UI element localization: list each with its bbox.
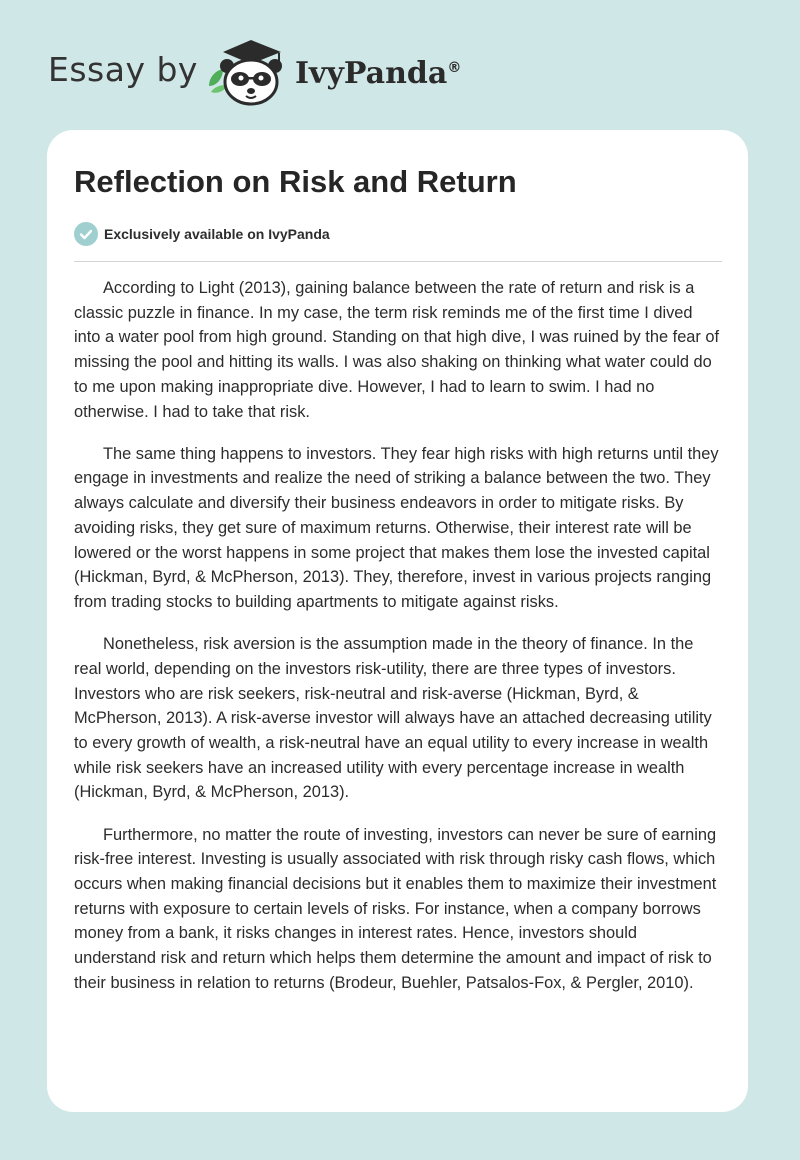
badge-label: Exclusively available on IvyPanda [104,226,330,242]
site-header [48,36,548,116]
brand-label: IvyPanda [295,56,448,91]
essay-card [47,130,748,1112]
divider [74,261,722,262]
paragraph: Furthermore, no matter the route of investing, investors can never be sure of earning risk-free interest. Investing is usually associated with risk through risky cash flows, which occurs when making financial decisions but it enables them to maximize their investment returns with exposure to certain levels of risks. For instance, when a company borrows money from a bank, it risks changes in interest rates. Hence, investors should understand risk and return which helps them determine the amount and impact of risk to their business in relation to returns (Brodeur, Buehler, Patsalos-Fox, & Pergler, 2010). [74,825,717,992]
essay-by-label: Essay by [48,50,198,89]
page-title: Reflection on Risk and Return [74,164,517,199]
check-circle-icon [74,222,98,246]
paragraph: Nonetheless, risk aversion is the assumption made in the theory of finance. In the real world, depending on the investors risk-utility, there are three types of investors. Investors who are risk seekers, risk-neutral and risk-averse (Hickman, Byrd, & McPherson, 2013). A risk-averse investor will always have an attached decreasing utility to every growth of wealth, a risk-neutral have an equal utility to every increase in wealth while risk seekers have an increased utility with every percentage increase in wealth (Hickman, Byrd, & McPherson, 2013). [74,635,712,802]
brand-name[interactable] [295,56,461,91]
paragraph: The same thing happens to investors. They fear high risks with high returns until they engage in investments and realize the need of striking a balance between the two. They always calculate and diversify their business endeavors in order to mitigate risks. By avoiding risks, they get sure of maximum returns. Otherwise, their interest rate will be lowered or the worst happens in some project that makes them lose the invested capital (Hickman, Byrd, & McPherson, 2013). They, therefore, invest in various projects ranging from trading stocks to building apartments to mitigate against risks. [74,444,719,611]
registered-mark: ® [447,60,462,76]
exclusive-badge [74,222,330,246]
essay-body [74,276,722,1013]
panda-graduate-icon [203,36,291,108]
paragraph: According to Light (2013), gaining balance between the rate of return and risk is a classic puzzle in finance. In my case, the term risk reminds me of the first time I dived into a water pool from high ground. Standing on that high dive, I was ruined by the fear of missing the pool and hitting its walls. I was also shaking on thinking what water could do to me upon making inappropriate dive. However, I had to learn to swim. I had no otherwise. I had to take that risk. [74,279,720,421]
